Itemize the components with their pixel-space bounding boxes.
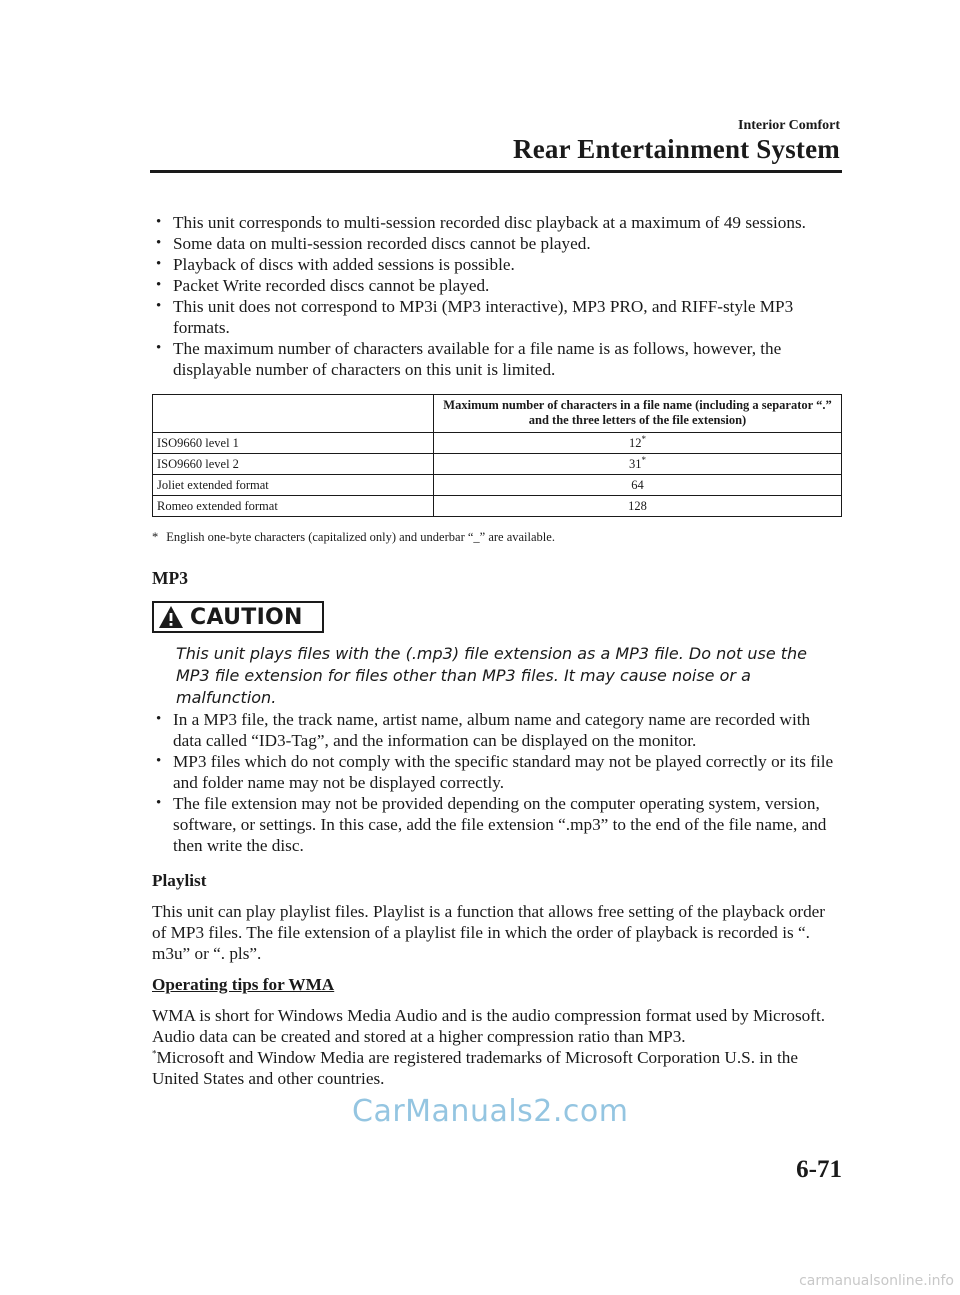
caution-text: This unit plays files with the (.mp3) file extension as a MP3 file. Do not use the MP3 file extension for files other than MP3 files. It may cause noise or a malfunction. (176, 644, 808, 707)
section-label: Interior Comfort (738, 118, 840, 133)
trademark-note: *Microsoft and Window Media are registered trademarks of Microsoft Corporation U.S. in the United States and other countries. (152, 1048, 798, 1088)
playlist-heading: Playlist (152, 871, 207, 890)
list-item: • The maximum number of characters available for a file name is as follows, however, the displayable number of characters on this unit is limited. (152, 338, 842, 380)
format-value: 128 (434, 496, 842, 517)
format-name: ISO9660 level 1 (153, 433, 434, 454)
bullet-list-top (152, 212, 842, 380)
mp3-heading: MP3 (152, 568, 188, 588)
content (152, 212, 842, 1089)
list-item: • In a MP3 file, the track name, artist name, album name and category name are recorded with data called “ID3-Tag”, and the information can be displayed on the monitor. (152, 709, 842, 751)
list-item: • MP3 files which do not comply with the specific standard may not be played correctly or its file and folder name may not be displayed correctly. (152, 751, 842, 793)
watermark: CarManuals2.com (352, 1094, 629, 1129)
format-name: Romeo extended format (153, 496, 434, 517)
playlist-text: This unit can play playlist files. Playlist is a function that allows free setting of the playback order of MP3 files. The file extension of a playlist file in which the order of playback is recorded is “. m3u” or “. pls”. (152, 902, 826, 963)
list-item: • The file extension may not be provided depending on the computer operating system, version, software, or settings. In this case, add the file extension “.mp3” to the end of the file name, and then write the disc. (152, 793, 842, 856)
table-row (153, 496, 842, 517)
bullet-list-mp3 (152, 709, 842, 856)
table-header: Maximum number of characters in a file name (including a separator “.” and the three letters of the file extension) (434, 395, 842, 433)
caution-badge (152, 601, 324, 633)
footer-watermark: carmanualsonline.info (799, 1273, 954, 1289)
warning-icon (158, 605, 184, 629)
table-footnote: * English one-byte characters (capitalized only) and underbar “_” are available. (152, 530, 555, 544)
table-row (153, 454, 842, 475)
wma-text (152, 1005, 842, 1089)
list-item: • Packet Write recorded discs cannot be played. (152, 275, 842, 296)
list-item: • Playback of discs with added sessions is possible. (152, 254, 842, 275)
table-header-blank (153, 395, 434, 433)
list-item: • This unit does not correspond to MP3i (MP3 interactive), MP3 PRO, and RIFF-style MP3 formats. (152, 296, 842, 338)
page-title: Rear Entertainment System (513, 134, 840, 164)
format-name: Joliet extended format (153, 475, 434, 496)
format-value: 31* (434, 454, 842, 475)
format-name: ISO9660 level 2 (153, 454, 434, 475)
filename-length-table (152, 394, 842, 517)
list-item: • This unit corresponds to multi-session recorded disc playback at a maximum of 49 sessions. (152, 212, 842, 233)
list-item: • Some data on multi-session recorded discs cannot be played. (152, 233, 842, 254)
table-row (153, 475, 842, 496)
format-value: 12* (434, 433, 842, 454)
wma-line: WMA is short for Windows Media Audio and is the audio compression format used by Microsoft. (152, 1006, 826, 1025)
page-number: 6-71 (796, 1156, 842, 1183)
format-value: 64 (434, 475, 842, 496)
header-rule (150, 170, 842, 173)
wma-line: Audio data can be created and stored at a higher compression ratio than MP3. (152, 1027, 686, 1046)
table-row (153, 433, 842, 454)
caution-label: CAUTION (190, 604, 303, 630)
wma-heading: Operating tips for WMA (152, 975, 335, 994)
